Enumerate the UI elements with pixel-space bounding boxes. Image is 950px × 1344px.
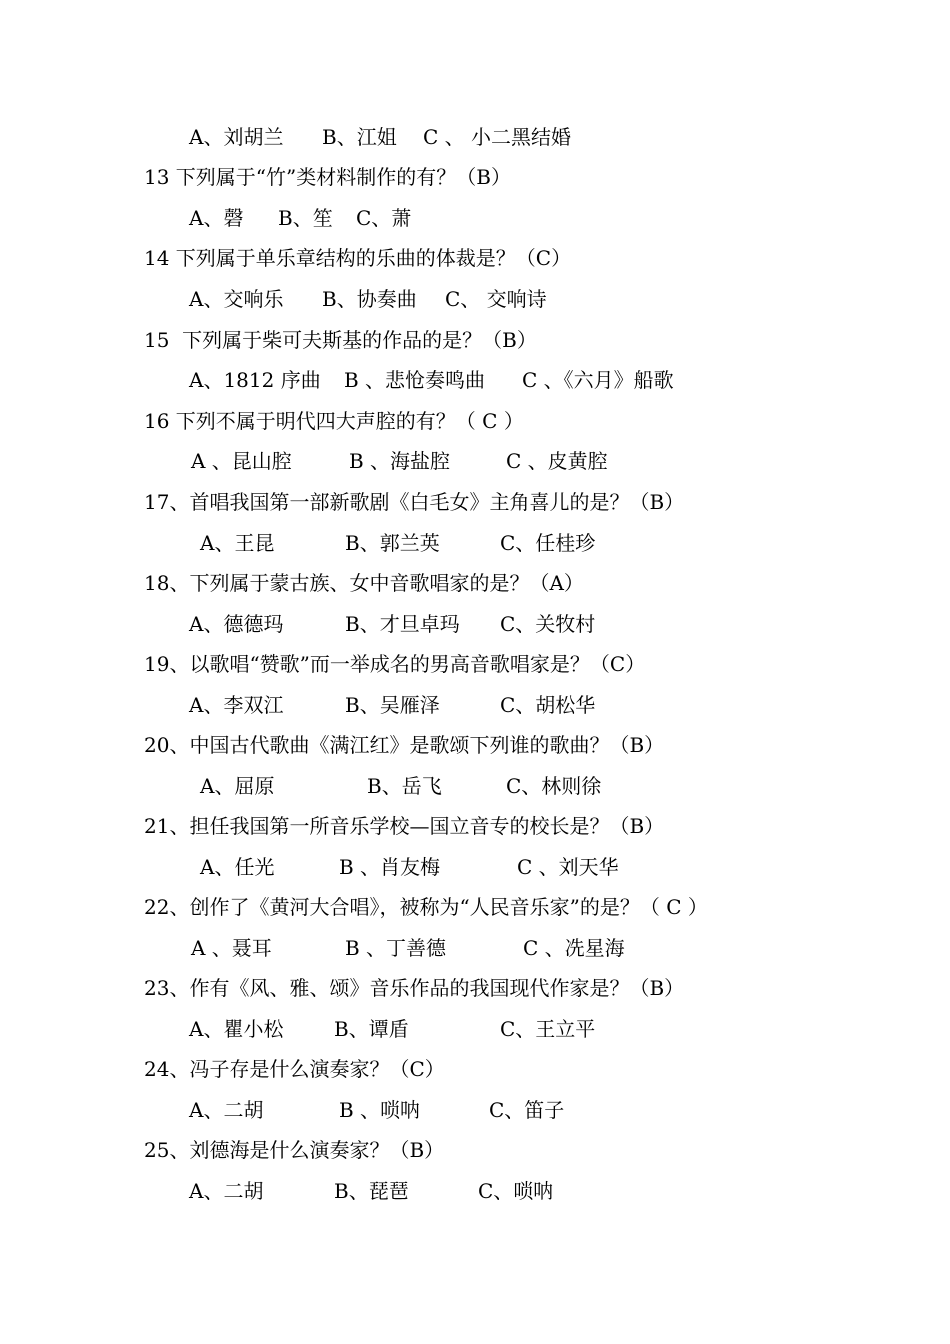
option-c: C 、冼星海	[523, 936, 625, 960]
question-text: 16 下列不属于明代四大声腔的有？（ C ）	[144, 409, 524, 433]
question-text: 20、中国古代歌曲《满江红》是歌颂下列谁的歌曲？（B）	[144, 733, 665, 757]
question-text: 23、作有《风、雅、颂》音乐作品的我国现代作家是？（B）	[144, 976, 685, 1000]
option-c: C、关牧村	[500, 612, 596, 636]
option-c: C、 交响诗	[445, 287, 547, 311]
question-line	[0, 892, 708, 922]
option-a: A、二胡	[189, 1179, 264, 1203]
option-c: C 、皮黄腔	[506, 449, 608, 473]
option-a: A、刘胡兰	[189, 125, 284, 149]
option-a: A、任光	[200, 855, 275, 879]
question-text: 18、下列属于蒙古族、女中音歌唱家的是？（A）	[144, 571, 584, 595]
options-row	[0, 609, 596, 639]
options-row	[0, 203, 412, 233]
options-row	[0, 284, 547, 314]
option-a: A、二胡	[189, 1098, 264, 1122]
options-row	[0, 446, 608, 476]
option-c: C、胡松华	[500, 693, 596, 717]
option-b: B、岳飞	[367, 774, 442, 798]
question-text: 17、首唱我国第一部新歌剧《白毛女》主角喜儿的是？（B）	[144, 490, 685, 514]
question-line	[0, 568, 584, 598]
option-a: A 、昆山腔	[191, 449, 292, 473]
option-a: A、德德玛	[189, 612, 284, 636]
option-a: A、交响乐	[189, 287, 284, 311]
option-b: B、江姐	[322, 125, 397, 149]
options-row	[0, 771, 602, 801]
option-c: C、林则徐	[506, 774, 602, 798]
options-row	[0, 1176, 554, 1206]
option-c: C、笛子	[489, 1098, 565, 1122]
question-text: 14 下列属于单乐章结构的乐曲的体裁是？（C）	[144, 246, 572, 270]
option-a: A、王昆	[200, 531, 275, 555]
option-c: C、王立平	[500, 1017, 596, 1041]
question-line	[0, 649, 646, 679]
option-a: A 、聂耳	[191, 936, 272, 960]
question-text: 25、刘德海是什么演奏家？（B）	[144, 1138, 445, 1162]
option-b: B 、肖友梅	[339, 855, 441, 879]
option-b: B、郭兰英	[345, 531, 440, 555]
option-b: B 、悲怆奏鸣曲	[344, 368, 486, 392]
question-text: 19、以歌唱“赞歌”而一举成名的男高音歌唱家是？（C）	[144, 652, 646, 676]
options-row	[0, 1095, 565, 1125]
options-row	[0, 528, 596, 558]
question-line	[0, 973, 685, 1003]
options-row	[0, 122, 572, 152]
question-text: 21、担任我国第一所音乐学校—国立音专的校长是？（B）	[144, 814, 665, 838]
question-text: 13 下列属于“竹”类材料制作的有？（B）	[144, 165, 511, 189]
question-line	[0, 487, 685, 517]
question-line	[0, 1135, 445, 1165]
question-line	[0, 811, 665, 841]
option-a: A、李双江	[189, 693, 284, 717]
question-line	[0, 1054, 445, 1084]
option-b: B、笙	[278, 206, 333, 230]
option-c: C、唢呐	[478, 1179, 554, 1203]
question-text: 24、冯子存是什么演奏家？（C）	[144, 1057, 445, 1081]
options-row	[0, 933, 625, 963]
question-line	[0, 325, 537, 355]
option-b: B、吴雁泽	[345, 693, 440, 717]
option-b: B 、海盐腔	[349, 449, 451, 473]
option-c: C 、《六月》船歌	[522, 368, 674, 392]
options-row	[0, 852, 619, 882]
option-b: B、琵琶	[334, 1179, 409, 1203]
question-line	[0, 162, 511, 192]
question-line	[0, 243, 572, 273]
option-a: A、1812 序曲	[189, 368, 321, 392]
option-b: B、才旦卓玛	[345, 612, 460, 636]
option-b: B 、丁善德	[345, 936, 447, 960]
question-line	[0, 406, 524, 436]
option-c: C、萧	[356, 206, 412, 230]
option-b: B、谭盾	[334, 1017, 409, 1041]
options-row	[0, 365, 674, 395]
question-line	[0, 730, 665, 760]
question-text: 22、创作了《黄河大合唱》，被称为“人民音乐家”的是？（ C ）	[144, 895, 708, 919]
option-c: C 、刘天华	[517, 855, 619, 879]
options-row	[0, 1014, 596, 1044]
option-c: C 、 小二黑结婚	[423, 125, 572, 149]
option-a: A、瞿小松	[189, 1017, 284, 1041]
option-a: A、屈原	[200, 774, 275, 798]
option-a: A、磬	[189, 206, 244, 230]
option-c: C、任桂珍	[500, 531, 596, 555]
option-b: B 、唢呐	[339, 1098, 421, 1122]
options-row	[0, 690, 596, 720]
question-text: 15 下列属于柴可夫斯基的作品的是？（B）	[144, 328, 537, 352]
option-b: B、协奏曲	[322, 287, 417, 311]
